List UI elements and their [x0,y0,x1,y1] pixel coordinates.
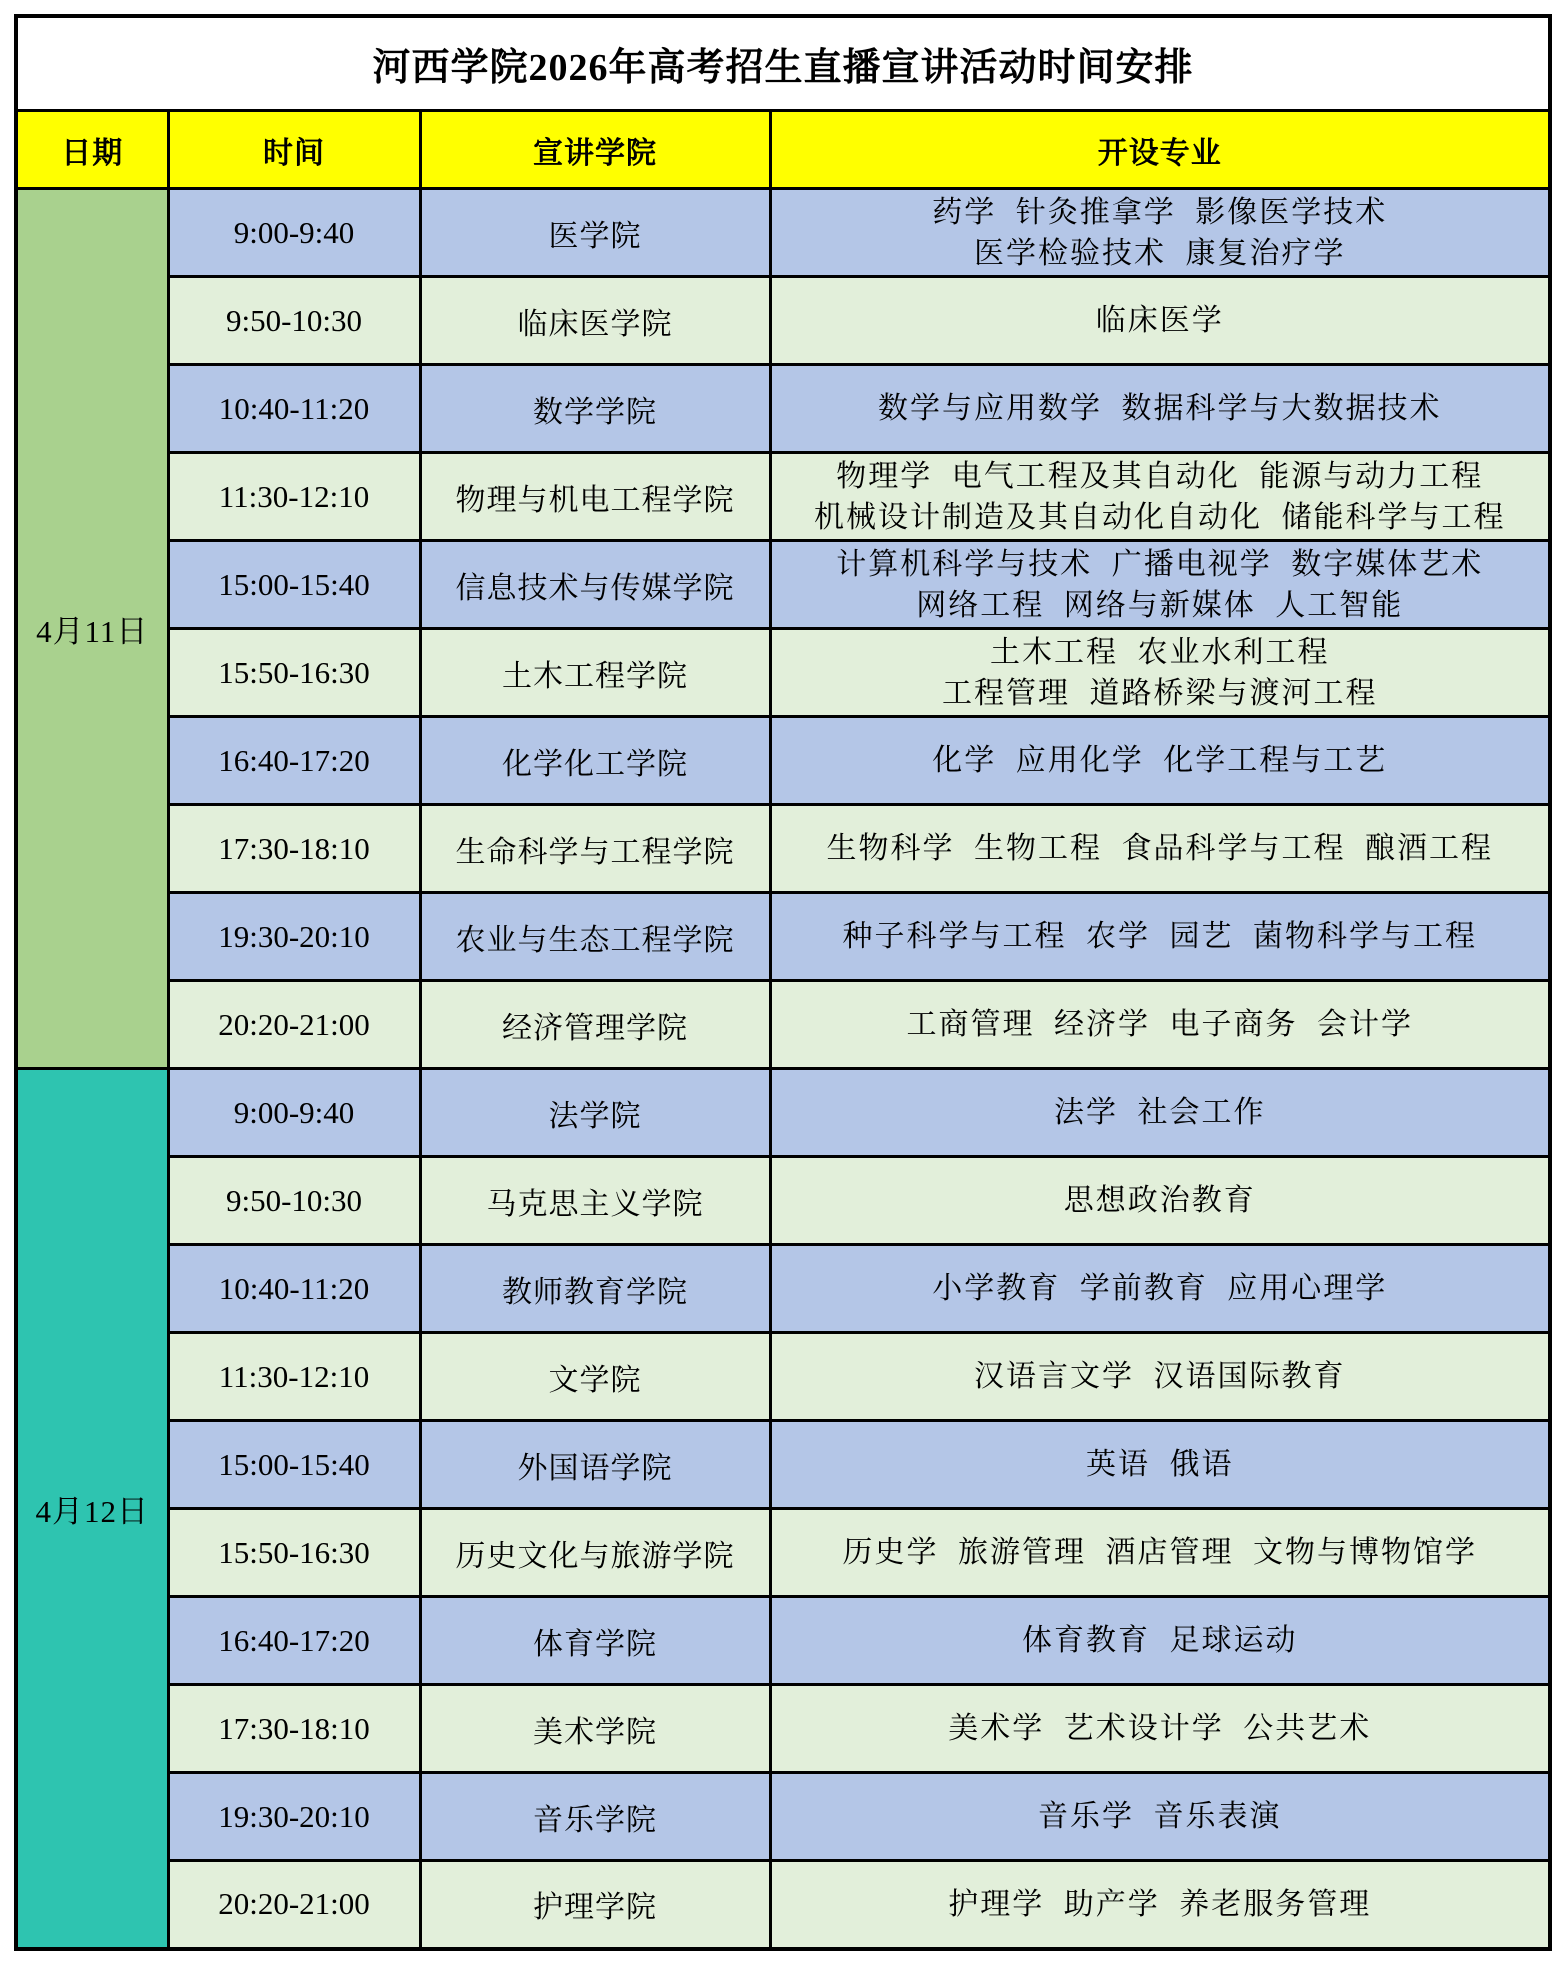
table-row [16,1861,1550,1949]
majors-cell [770,893,1550,981]
time-cell: 16:40-17:20 [168,1597,420,1685]
majors-line: 护理学 助产学 养老服务管理 [948,1887,1372,1921]
majors-line: 体育教育 足球运动 [1022,1624,1298,1657]
header-time: 时间 [168,111,420,189]
time-cell: 19:30-20:10 [168,1773,420,1861]
majors-line: 机械设计制造及其自动化自动化 储能科学与工程 [814,500,1506,534]
time-cell: 15:00-15:40 [168,541,420,629]
schedule-body [16,189,1550,1949]
college-cell: 护理学院 [420,1861,770,1949]
time-cell: 19:30-20:10 [168,893,420,981]
time-cell: 9:00-9:40 [168,1069,420,1157]
date-cell: 4月12日 [16,1069,168,1949]
table-row [16,541,1550,629]
college-cell: 音乐学院 [420,1773,770,1861]
majors-line: 英语 俄语 [1086,1448,1234,1481]
table-row [16,365,1550,453]
table-row [16,1157,1550,1245]
majors-cell [770,1685,1550,1773]
majors-cell [770,277,1550,365]
time-cell: 10:40-11:20 [168,365,420,453]
header-majors: 开设专业 [770,111,1550,189]
college-cell: 化学化工学院 [420,717,770,805]
table-row [16,1685,1550,1773]
majors-line: 临床医学 [1095,304,1224,337]
majors-cell [770,717,1550,805]
majors-line: 音乐学 音乐表演 [1038,1800,1282,1833]
table-row [16,1333,1550,1421]
time-cell: 15:00-15:40 [168,1421,420,1509]
majors-cell [770,453,1550,541]
time-cell: 15:50-16:30 [168,1509,420,1597]
college-cell: 美术学院 [420,1685,770,1773]
majors-cell [770,1773,1550,1861]
majors-line: 工商管理 经济学 电子商务 会计学 [906,1008,1413,1041]
college-cell: 历史文化与旅游学院 [420,1509,770,1597]
college-cell: 法学院 [420,1069,770,1157]
time-cell: 9:50-10:30 [168,277,420,365]
college-cell: 文学院 [420,1333,770,1421]
table-row [16,1773,1550,1861]
college-cell: 外国语学院 [420,1421,770,1509]
header-college: 宣讲学院 [420,111,770,189]
majors-line: 工程管理 道路桥梁与渡河工程 [942,676,1378,710]
majors-cell [770,541,1550,629]
majors-cell [770,1245,1550,1333]
table-row [16,981,1550,1069]
table-row [16,717,1550,805]
majors-line: 土木工程 农业水利工程 [990,635,1330,669]
majors-line: 种子科学与工程 农学 园艺 菌物科学与工程 [842,920,1477,953]
majors-cell [770,189,1550,277]
time-cell: 16:40-17:20 [168,717,420,805]
majors-cell [770,1069,1550,1157]
majors-line: 网络工程 网络与新媒体 人工智能 [916,588,1404,622]
college-cell: 信息技术与传媒学院 [420,541,770,629]
table-row [16,277,1550,365]
majors-cell [770,1509,1550,1597]
college-cell: 医学院 [420,189,770,277]
majors-cell [770,1421,1550,1509]
header-row [16,111,1550,189]
college-cell: 物理与机电工程学院 [420,453,770,541]
college-cell: 数学学院 [420,365,770,453]
time-cell: 11:30-12:10 [168,1333,420,1421]
majors-line: 计算机科学与技术 广播电视学 数字媒体艺术 [836,547,1484,581]
time-cell: 9:50-10:30 [168,1157,420,1245]
table-row [16,1509,1550,1597]
majors-line: 小学教育 学前教育 应用心理学 [932,1272,1388,1305]
majors-line: 生物科学 生物工程 食品科学与工程 酿酒工程 [826,832,1493,865]
college-cell: 农业与生态工程学院 [420,893,770,981]
table-row [16,1069,1550,1157]
date-cell: 4月11日 [16,189,168,1069]
schedule-table [14,14,1552,1951]
college-cell: 经济管理学院 [420,981,770,1069]
table-row [16,893,1550,981]
college-cell: 体育学院 [420,1597,770,1685]
majors-line: 法学 社会工作 [1054,1096,1266,1129]
table-row [16,189,1550,277]
time-cell: 9:00-9:40 [168,189,420,277]
majors-line: 历史学 旅游管理 酒店管理 文物与博物馆学 [842,1536,1477,1569]
majors-cell [770,629,1550,717]
majors-cell [770,1597,1550,1685]
title-row [16,16,1550,111]
college-cell: 教师教育学院 [420,1245,770,1333]
time-cell: 11:30-12:10 [168,453,420,541]
college-cell: 马克思主义学院 [420,1157,770,1245]
college-cell: 临床医学院 [420,277,770,365]
table-row [16,453,1550,541]
table-row [16,629,1550,717]
table-row [16,805,1550,893]
time-cell: 17:30-18:10 [168,805,420,893]
college-cell: 生命科学与工程学院 [420,805,770,893]
majors-line: 汉语言文学 汉语国际教育 [974,1360,1346,1393]
majors-line: 药学 针灸推拿学 影像医学技术 [932,195,1388,229]
majors-cell [770,1861,1550,1949]
page-title: 河西学院2026年高考招生直播宣讲活动时间安排 [16,16,1550,111]
majors-line: 数学与应用数学 数据科学与大数据技术 [878,392,1442,425]
time-cell: 15:50-16:30 [168,629,420,717]
table-row [16,1421,1550,1509]
majors-cell [770,981,1550,1069]
majors-cell [770,1333,1550,1421]
majors-line: 思想政治教育 [1063,1184,1256,1217]
majors-line: 美术学 艺术设计学 公共艺术 [948,1712,1372,1745]
majors-line: 化学 应用化学 化学工程与工艺 [932,744,1388,777]
header-date: 日期 [16,111,168,189]
table-row [16,1245,1550,1333]
majors-cell [770,805,1550,893]
college-cell: 土木工程学院 [420,629,770,717]
time-cell: 20:20-21:00 [168,1861,420,1949]
majors-line: 医学检验技术 康复治疗学 [974,236,1346,270]
majors-line: 物理学 电气工程及其自动化 能源与动力工程 [836,459,1484,493]
time-cell: 10:40-11:20 [168,1245,420,1333]
table-row [16,1597,1550,1685]
majors-cell [770,365,1550,453]
majors-cell [770,1157,1550,1245]
time-cell: 17:30-18:10 [168,1685,420,1773]
time-cell: 20:20-21:00 [168,981,420,1069]
